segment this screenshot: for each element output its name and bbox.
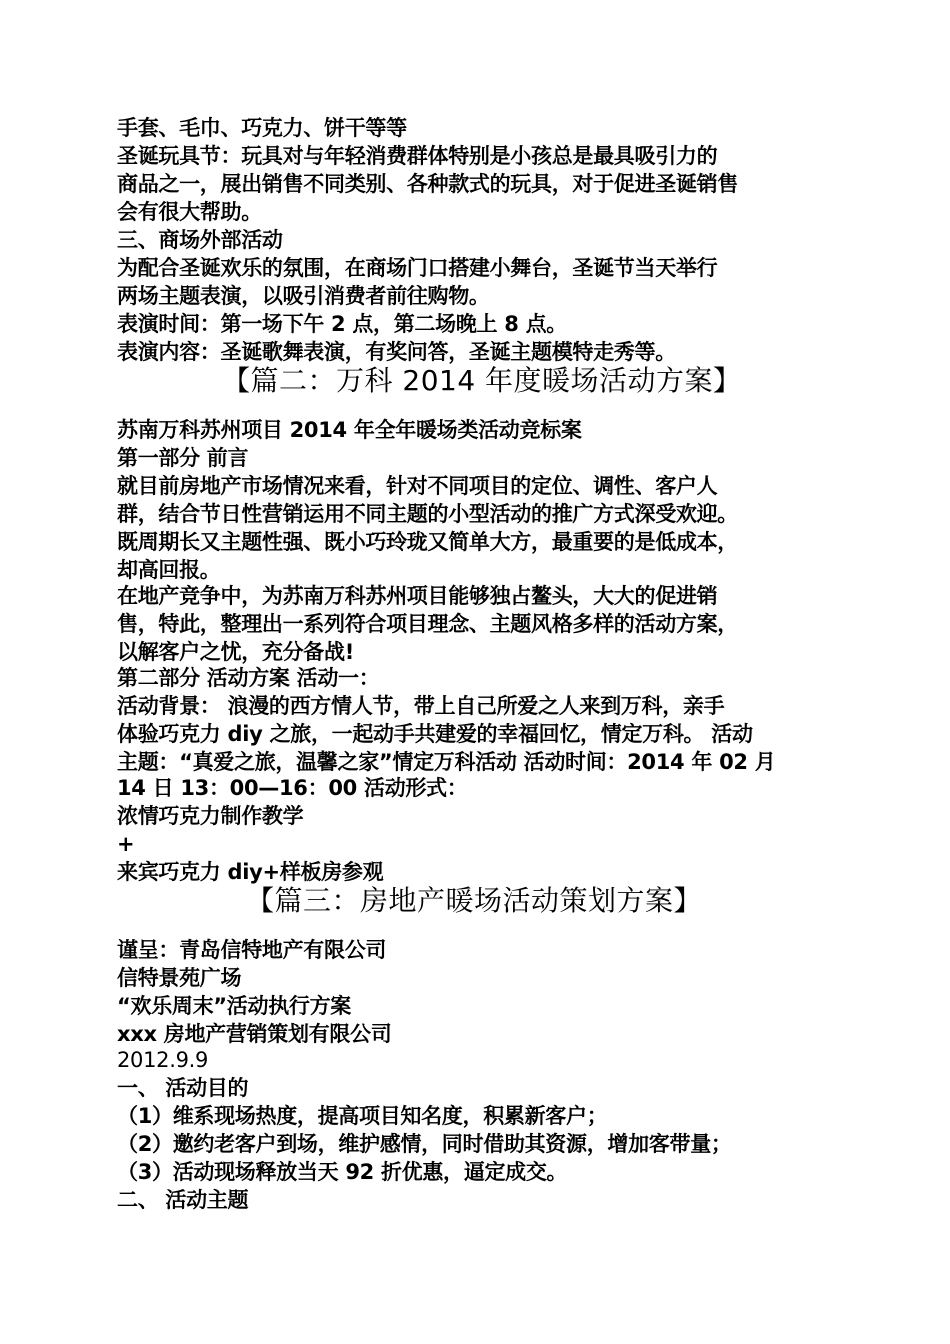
text-line: + bbox=[117, 832, 135, 856]
text-line: 表演内容：圣诞歌舞表演，有奖问答，圣诞主题模特走秀等。 bbox=[117, 340, 676, 364]
text-line: 群，结合节日性营销运用不同主题的小型活动的推广方式深受欢迎。 bbox=[117, 502, 738, 526]
text-line: 以解客户之忧，充分备战! bbox=[117, 640, 354, 664]
text-line: 一、 活动目的 bbox=[117, 1076, 249, 1100]
text-line: 第一部分 前言 bbox=[117, 446, 249, 470]
section-heading-2: 【篇二：万科 2014 年度暖场活动方案】 bbox=[222, 364, 742, 397]
text-line: 商品之一，展出销售不同类别、各种款式的玩具，对于促进圣诞销售 bbox=[117, 172, 738, 196]
text-line: （1）维系现场热度，提高项目知名度，积累新客户； bbox=[117, 1104, 608, 1128]
text-line: 信特景苑广场 bbox=[117, 966, 242, 990]
text-line: 14 日 13：00—16：00 活动形式： bbox=[117, 776, 468, 800]
text-line: 就目前房地产市场情况来看，针对不同项目的定位、调性、客户人 bbox=[117, 474, 718, 498]
text-line: （2）邀约老客户到场，维护感情，同时借助其资源，增加客带量； bbox=[117, 1132, 732, 1156]
text-line: 主题：“真爱之旅，温馨之家”情定万科活动 活动时间：2014 年 02 月 bbox=[117, 750, 776, 774]
text-line: 三、商场外部活动 bbox=[117, 228, 283, 252]
text-line: 二、 活动主题 bbox=[117, 1188, 249, 1212]
text-line: 表演时间：第一场下午 2 点，第二场晚上 8 点。 bbox=[117, 312, 567, 336]
text-line: 来宾巧克力 diy+样板房参观 bbox=[117, 860, 384, 884]
text-line: 2012.9.9 bbox=[117, 1048, 209, 1072]
text-line: 两场主题表演，以吸引消费者前往购物。 bbox=[117, 284, 490, 308]
text-line: 苏南万科苏州项目 2014 年全年暖场类活动竞标案 bbox=[117, 418, 582, 442]
text-line: 既周期长又主题性强、既小巧玲珑又简单大方，最重要的是低成本， bbox=[117, 530, 738, 554]
text-line: 浓情巧克力制作教学 bbox=[117, 804, 304, 828]
text-line: 圣诞玩具节：玩具对与年轻消费群体特别是小孩总是最具吸引力的 bbox=[117, 144, 718, 168]
section-heading-3: 【篇三：房地产暖场活动策划方案】 bbox=[246, 884, 703, 917]
text-line: 体验巧克力 diy 之旅，一起动手共建爱的幸福回忆，情定万科。 活动 bbox=[117, 722, 753, 746]
text-line: xxx 房地产营销策划有限公司 bbox=[117, 1022, 392, 1046]
text-line: 售，特此，整理出一系列符合项目理念、主题风格多样的活动方案， bbox=[117, 612, 738, 636]
text-line: 手套、毛巾、巧克力、饼干等等 bbox=[117, 116, 407, 140]
text-line: 为配合圣诞欢乐的氛围，在商场门口搭建小舞台，圣诞节当天举行 bbox=[117, 256, 718, 280]
text-line: 谨呈：青岛信特地产有限公司 bbox=[117, 938, 387, 962]
text-line: 会有很大帮助。 bbox=[117, 200, 262, 224]
text-line: “欢乐周末”活动执行方案 bbox=[117, 994, 352, 1018]
text-line: 却高回报。 bbox=[117, 558, 221, 582]
text-line: 第二部分 活动方案 活动一： bbox=[117, 666, 380, 690]
text-line: 在地产竞争中，为苏南万科苏州项目能够独占鳌头，大大的促进销 bbox=[117, 584, 718, 608]
text-line: 活动背景： 浪漫的西方情人节，带上自己所爱之人来到万科，亲手 bbox=[117, 694, 725, 718]
text-line: （3）活动现场释放当天 92 折优惠，逼定成交。 bbox=[117, 1160, 568, 1184]
